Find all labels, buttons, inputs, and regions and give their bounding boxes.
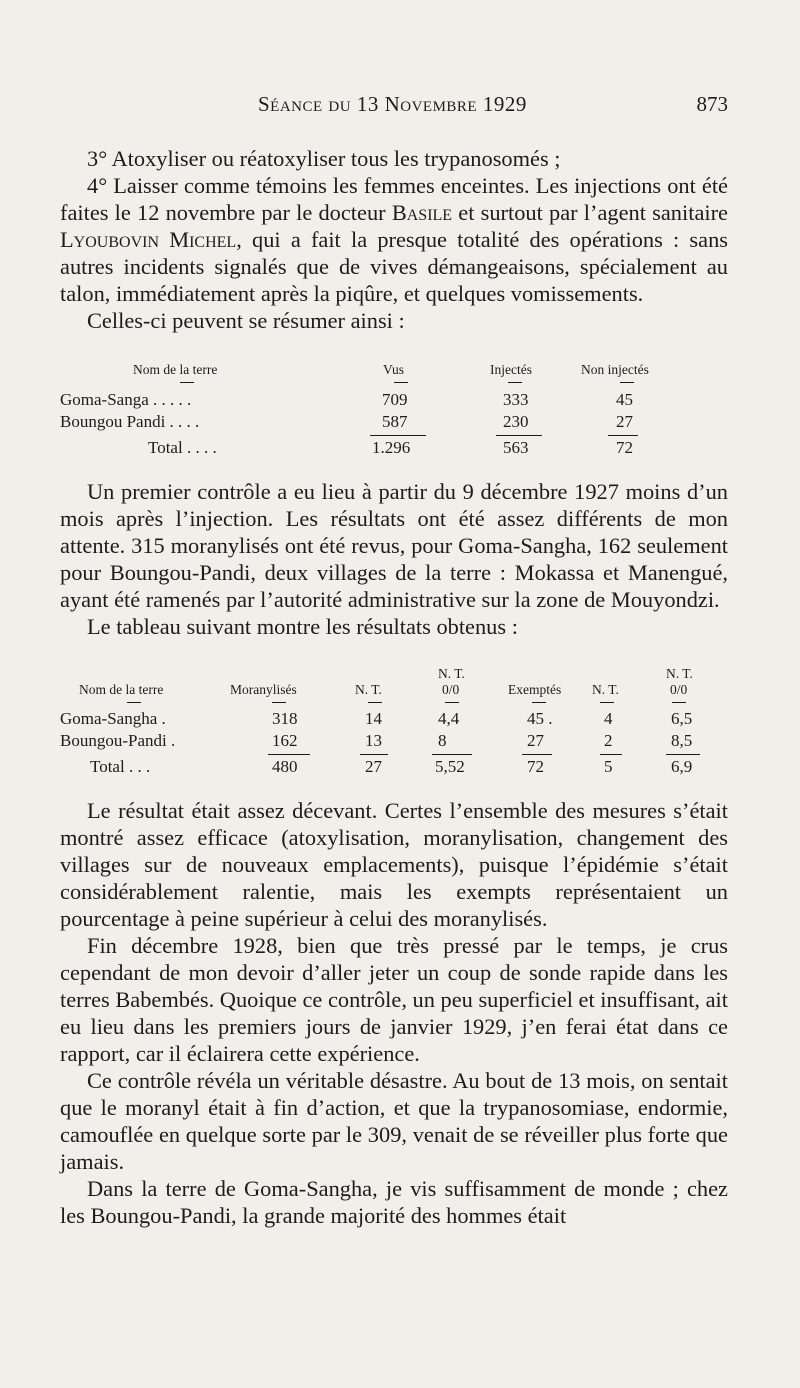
table2-dash bbox=[368, 702, 382, 703]
table1-total-label: Total . . . . bbox=[148, 438, 217, 457]
table2-header-nt-pct-2: N. T. bbox=[666, 666, 693, 681]
table1-header-name: Nom de la terre bbox=[133, 362, 218, 377]
table1-total-vus: 1.296 bbox=[372, 438, 411, 457]
table1-total-non-injectes: 72 bbox=[616, 438, 633, 457]
table-vaccination bbox=[60, 362, 728, 462]
table1-sum-rule bbox=[496, 435, 542, 436]
table1-row-injectes: 333 bbox=[503, 390, 529, 409]
table2-row-pct: 8 bbox=[438, 731, 447, 750]
table1-row-non-injectes: 27 bbox=[616, 412, 633, 431]
table1-dash bbox=[620, 382, 634, 383]
table2-header-nt-pct: N. T. bbox=[438, 666, 465, 681]
table1-dash bbox=[508, 382, 522, 383]
table2-dash bbox=[532, 702, 546, 703]
page-header bbox=[60, 92, 728, 122]
table2-row-nt-2: 4 bbox=[604, 709, 613, 728]
table1-row-non-injectes: 45 bbox=[616, 390, 633, 409]
page-number: 873 bbox=[696, 92, 728, 116]
table2-header-exemptes: Exemptés bbox=[508, 682, 562, 697]
table2-row-exemptes: 45 . bbox=[527, 709, 553, 728]
table2-total-nt-2: 5 bbox=[604, 757, 613, 776]
table2-dash bbox=[272, 702, 286, 703]
paragraph-4: Le résultat était assez décevant. Certes l’ensemble des mesures s’était montré assez efficace (atoxylisation, moranylisation, changement des villages sur de nouveaux emplacements), puisque l’épidémie s’était considérablement ralentie, mais les exempts représentaient un pourcentage à peine supérieur à celui des moranylisés. bbox=[60, 798, 728, 931]
table2-header-name: Nom de la terre bbox=[79, 682, 164, 697]
table2-row-name: Goma-Sangha . bbox=[60, 709, 166, 728]
table2-row-name: Boungou-Pandi . bbox=[60, 731, 176, 750]
table2-row-exemptes: 27 bbox=[527, 731, 544, 750]
table2-header-nt: N. T. bbox=[355, 682, 382, 697]
table2-total-exemptes: 72 bbox=[527, 757, 544, 776]
table2-row-moranylises: 162 bbox=[272, 731, 298, 750]
table2-sum-rule bbox=[600, 754, 622, 755]
running-title: Séance du 13 Novembre 1929 bbox=[258, 92, 527, 116]
paragraph-7: Dans la terre de Goma-Sangha, je vis suffisamment de monde ; chez les Boungou-Pandi, la grande majorité des hommes était bbox=[60, 1176, 728, 1228]
paragraph-3: Le tableau suivant montre les résultats obtenus : bbox=[87, 614, 518, 639]
table1-row-vus: 709 bbox=[382, 390, 408, 409]
table2-dash bbox=[600, 702, 614, 703]
summary-line: Celles-ci peuvent se résumer ainsi : bbox=[87, 308, 405, 333]
table1-row-name: Goma-Sanga . . . . . bbox=[60, 390, 192, 409]
table1-header-vus: Vus bbox=[383, 362, 404, 377]
paragraph-5: Fin décembre 1928, bien que très pressé par le temps, je crus cependant de mon devoir d’aller jeter un coup de sonde rapide dans les terres Babembés. Quoique ce contrôle, un peu superficiel et insuffisant, ait eu lieu dans les premiers jours de janvier 1929, j’en ferai état dans ce rapport, car il éclairera cette expérience. bbox=[60, 933, 728, 1066]
item-4: 4° Laisser comme témoins les femmes enceintes. Les injections ont été faites le 12 novembre par le docteur Basile et surtout par l’agent sanitaire Lyoubovin Michel, qui a fait la presque totalité des opérations : sans autres incidents signalés que de vives démangeaisons, spécialement au talon, immédiatement après la piqûre, et quelques vomissements. bbox=[60, 173, 728, 306]
table2-header-moranylises: Moranylisés bbox=[230, 682, 297, 697]
item-3: 3° Atoxyliser ou réatoxyliser tous les trypanosomés ; bbox=[87, 146, 561, 171]
table2-row-pct-2: 6,5 bbox=[671, 709, 693, 728]
table1-header-injectes: Injectés bbox=[490, 362, 532, 377]
table1-header-non-injectes: Non injectés bbox=[581, 362, 649, 377]
table2-row-nt: 13 bbox=[365, 731, 382, 750]
table2-row-nt-2: 2 bbox=[604, 731, 613, 750]
table2-total-pct: 5,52 bbox=[435, 757, 465, 776]
table1-sum-rule bbox=[370, 435, 426, 436]
table2-total-label: Total . . . bbox=[90, 757, 151, 776]
table2-total-moranylises: 480 bbox=[272, 757, 298, 776]
intro-block bbox=[60, 145, 728, 334]
table2-sum-rule bbox=[268, 754, 310, 755]
table2-total-pct-2: 6,9 bbox=[671, 757, 693, 776]
table2-dash bbox=[445, 702, 459, 703]
table1-dash bbox=[180, 382, 194, 383]
table2-dash bbox=[127, 702, 141, 703]
table2-row-moranylises: 318 bbox=[272, 709, 298, 728]
table2-sum-rule bbox=[666, 754, 700, 755]
table1-sum-rule bbox=[608, 435, 638, 436]
table2-total-nt: 27 bbox=[365, 757, 382, 776]
closing-paragraphs bbox=[60, 797, 728, 1229]
table2-header-nt-2: N. T. bbox=[592, 682, 619, 697]
table1-total-injectes: 563 bbox=[503, 438, 529, 457]
paragraph-controle bbox=[60, 478, 728, 640]
table2-dash bbox=[672, 702, 686, 703]
paragraph-2: Un premier contrôle a eu lieu à partir du 9 décembre 1927 moins d’un mois après l’injection. Les résultats ont été assez différents de mon attente. 315 moranylisés ont été revus, pour Goma-Sangha, 162 seulement pour Boungou-Pandi, deux villages de la terre : Mokassa et Manengué, ayant été ramenés par l’autorité administrative sur la zone de Mouyondzi. bbox=[60, 479, 728, 612]
table2-header-pct-2: 0/0 bbox=[670, 682, 688, 697]
person-name-lyoubovin: Lyoubovin Michel bbox=[60, 227, 237, 252]
table2-header-pct: 0/0 bbox=[442, 682, 460, 697]
table1-row-injectes: 230 bbox=[503, 412, 529, 431]
table2-sum-rule bbox=[432, 754, 472, 755]
table1-row-name: Boungou Pandi . . . . bbox=[60, 412, 200, 431]
table2-sum-rule bbox=[522, 754, 552, 755]
table-results bbox=[60, 666, 728, 786]
person-name-basile: Basile bbox=[391, 200, 453, 225]
table2-row-pct-2: 8,5 bbox=[671, 731, 693, 750]
paragraph-6: Ce contrôle révéla un véritable désastre. Au bout de 13 mois, on sentait que le moranyl était à fin d’action, et que la trypanosomiase, endormie, camouflée en quelque sorte par le 309, venait de se réveiller plus forte que jamais. bbox=[60, 1068, 728, 1174]
table2-sum-rule bbox=[360, 754, 388, 755]
table2-row-pct: 4,4 bbox=[438, 709, 460, 728]
table1-row-vus: 587 bbox=[382, 412, 408, 431]
table1-dash bbox=[394, 382, 408, 383]
table2-row-nt: 14 bbox=[365, 709, 382, 728]
